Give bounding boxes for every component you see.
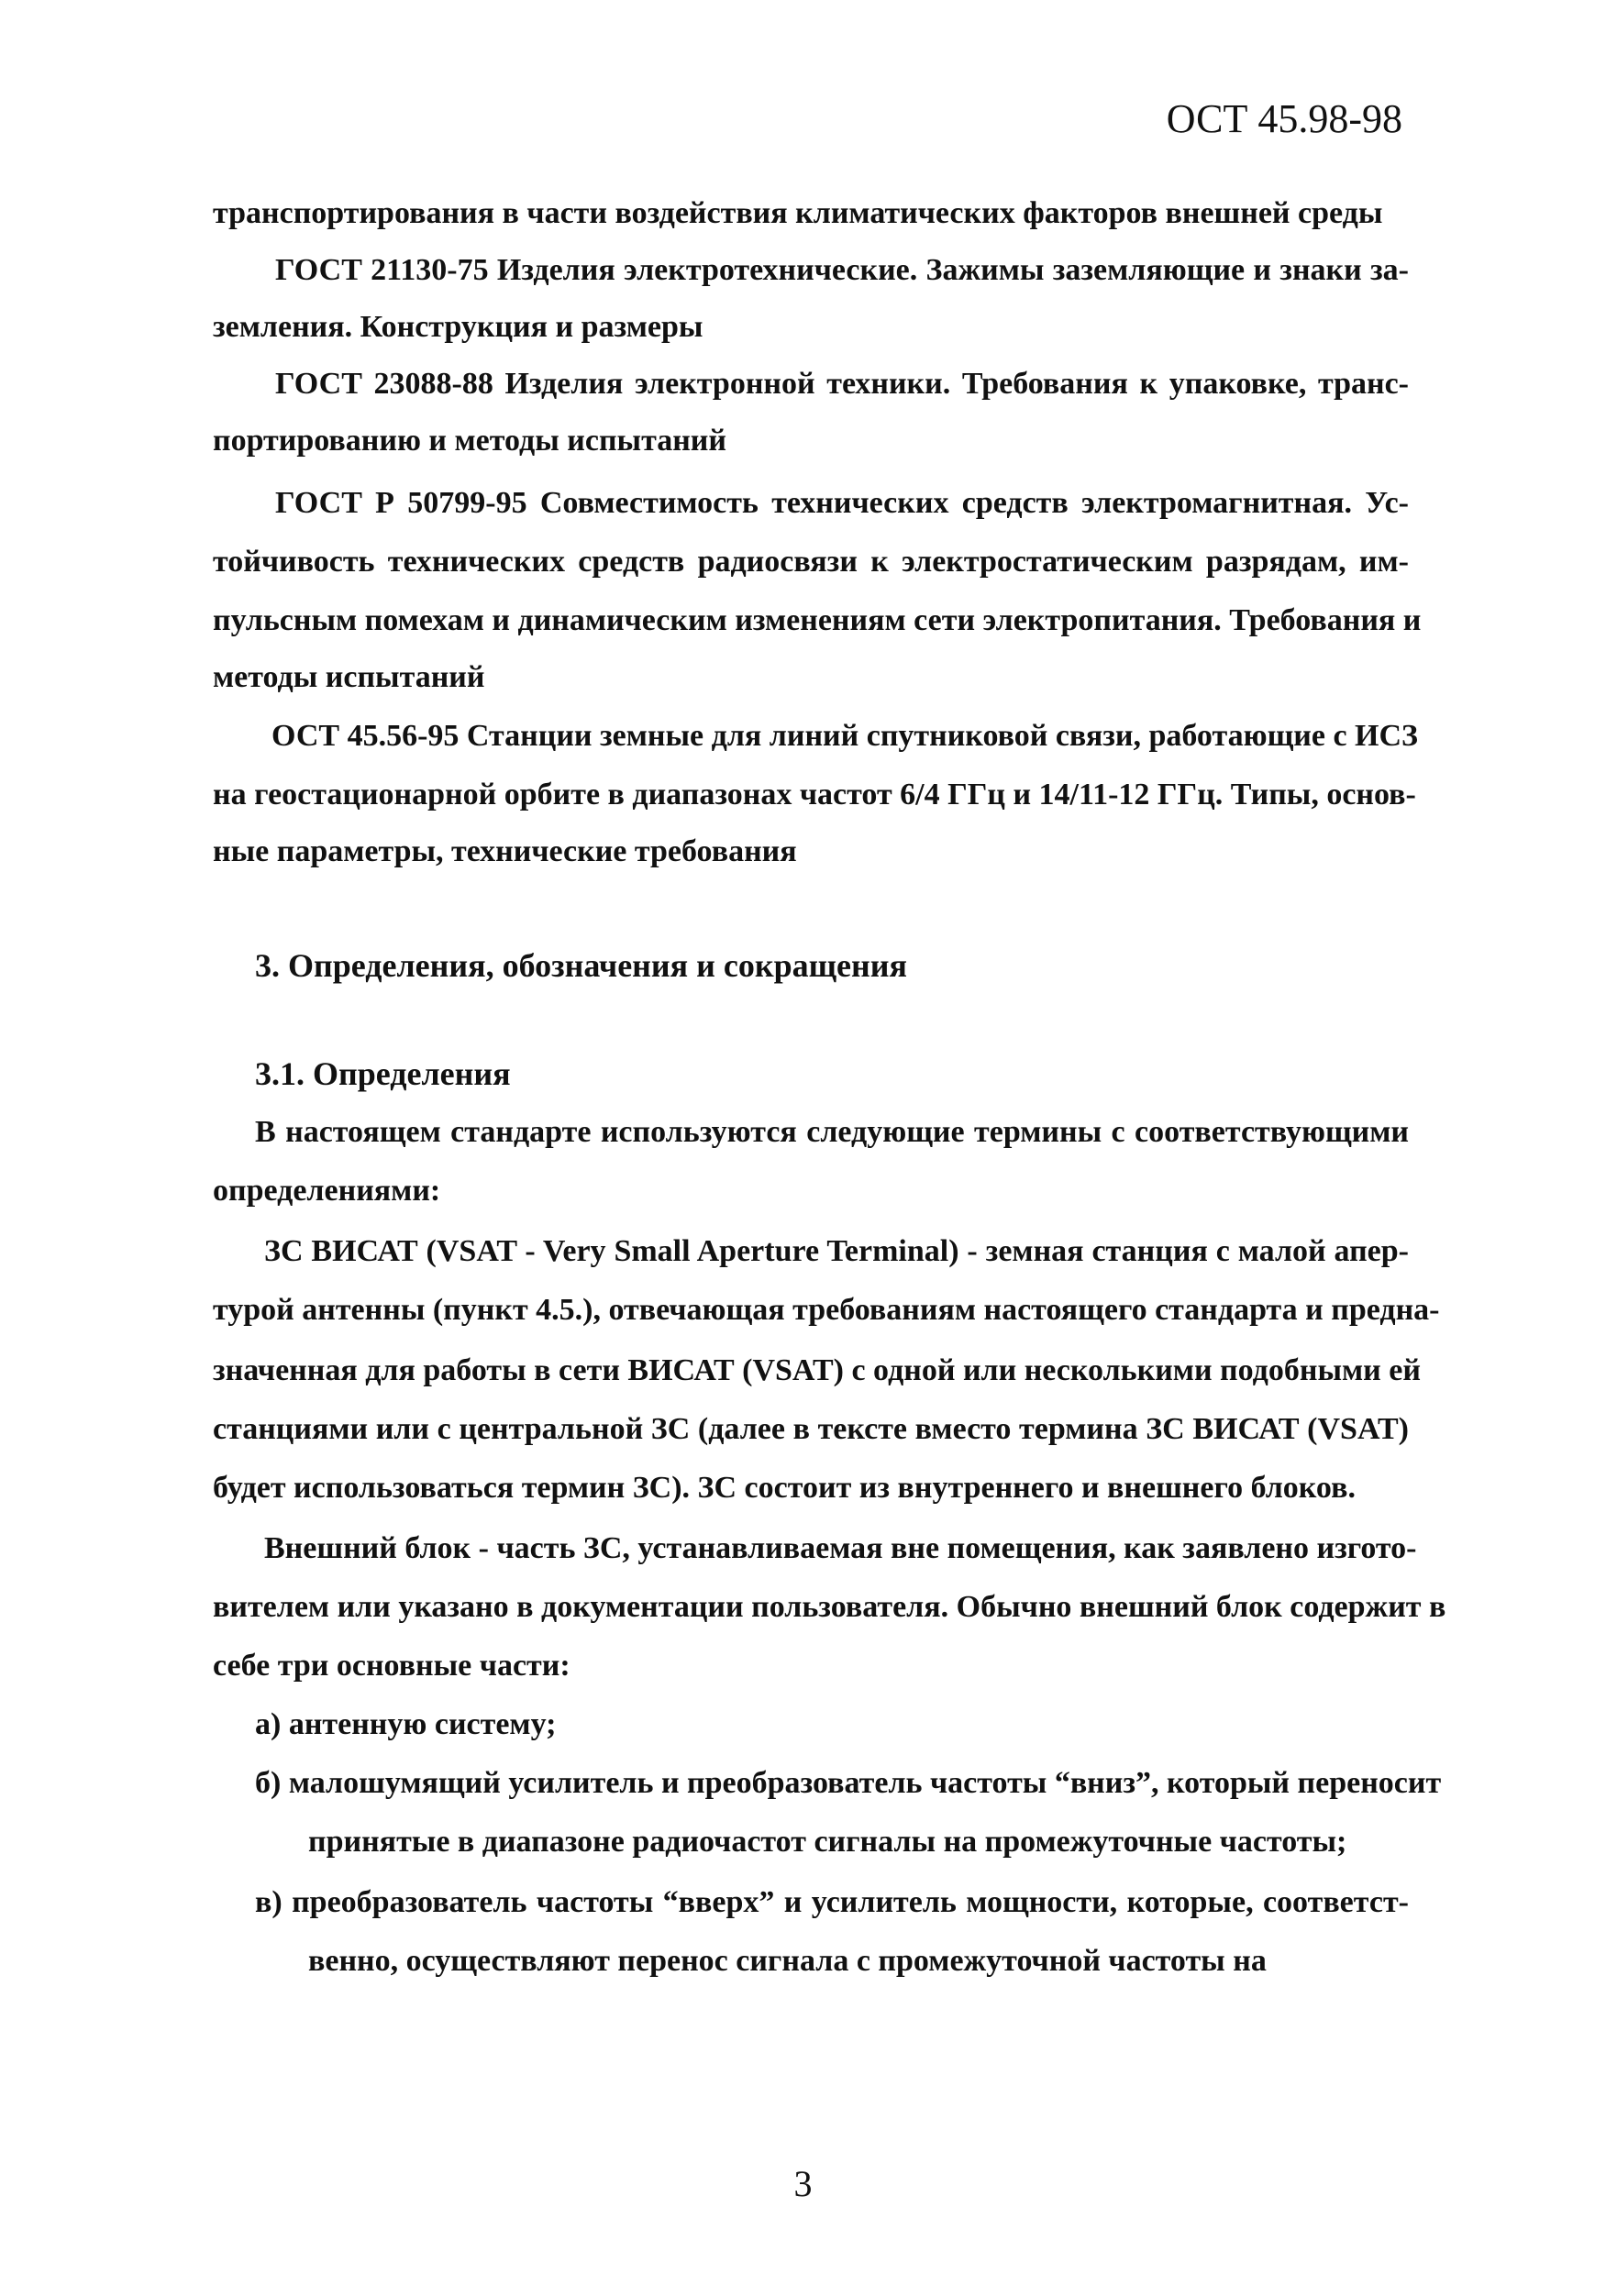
- ref-gost-50799-line4: методы испытаний: [213, 660, 485, 694]
- external-block-term: Внешний блок: [264, 1531, 471, 1565]
- ref-ost-45-56-line3: ные параметры, технические требования: [213, 834, 797, 868]
- ref-ost-45-56-line2: на геостационарной орбите в диапазонах частот 6/4 ГГц и 14/11-12 ГГц. Типы, основ-: [213, 778, 1416, 811]
- vsat-definition-text: - земная станция с малой апер-: [958, 1234, 1409, 1268]
- ref-gost-23088-line1: ГОСТ 23088-88 Изделия электронной техники. Требования к упаковке, транс-: [275, 367, 1409, 401]
- list-item-c-line1: в) преобразователь частоты “вверх” и усилитель мощности, которые, соответст-: [255, 1885, 1409, 1919]
- ref-gost-50799-line3: пульсным помехам и динамическим изменениям сети электропитания. Требования и: [213, 603, 1422, 637]
- ref-line-0: транспортирования в части воздействия климатических факторов внешней среды: [213, 196, 1383, 230]
- vsat-term: ЗС ВИСАТ (VSAT - Very Small Aperture Terminal): [264, 1234, 959, 1268]
- definitions-intro-line1: В настоящем стандарте используются следующие термины с соответствующими: [255, 1115, 1409, 1149]
- vsat-definition-line4: станциями или с центральной ЗС (далее в тексте вместо термина ЗС ВИСАТ (VSAT): [213, 1412, 1409, 1446]
- vsat-definition-line2: турой антенны (пункт 4.5.), отвечающая требованиям настоящего стандарта и предна-: [213, 1293, 1440, 1327]
- external-block-text: - часть ЗС, устанавливаемая вне помещения, как заявлено изгото-: [471, 1531, 1417, 1565]
- list-item-a: а) антенную систему;: [255, 1707, 557, 1741]
- ref-gost-50799-line1: ГОСТ Р 50799-95 Совместимость технических средств электромагнитная. Ус-: [275, 486, 1409, 520]
- external-block-line1: [264, 1531, 1417, 1566]
- ref-gost-23088-line2: портированию и методы испытаний: [213, 424, 726, 458]
- vsat-definition-line1: [264, 1234, 1409, 1269]
- definitions-intro-line2: определениями:: [213, 1174, 441, 1208]
- ref-ost-45-56-line1: ОСТ 45.56-95 Станции земные для линий спутниковой связи, работающие с ИСЗ: [271, 719, 1418, 753]
- list-item-c-line2: венно, осуществляют перенос сигнала с промежуточной частоты на: [308, 1944, 1267, 1978]
- page-number: 3: [793, 2163, 813, 2204]
- ref-gost-50799-line2: тойчивость технических средств радиосвязи к электростатическим разрядам, им-: [213, 545, 1409, 579]
- document-header-id: ОСТ 45.98-98: [1166, 96, 1402, 141]
- section-3-heading: 3. Определения, обозначения и сокращения: [255, 947, 907, 984]
- section-3-1-heading: 3.1. Определения: [255, 1055, 511, 1092]
- ref-gost-21130-line1: ГОСТ 21130-75 Изделия электротехнические. Зажимы заземляющие и знаки за-: [275, 253, 1409, 287]
- vsat-definition-line3: значенная для работы в сети ВИСАТ (VSAT) с одной или несколькими подобными ей: [213, 1353, 1421, 1387]
- list-item-b-line1: б) малошумящий усилитель и преобразователь частоты “вниз”, который переносит: [255, 1766, 1442, 1800]
- ref-gost-21130-line2: земления. Конструкция и размеры: [213, 310, 703, 344]
- external-block-line2: вителем или указано в документации пользователя. Обычно внешний блок содержит в: [213, 1590, 1446, 1624]
- list-item-b-line2: принятые в диапазоне радиочастот сигналы на промежуточные частоты;: [308, 1825, 1347, 1859]
- external-block-line3: себе три основные части:: [213, 1649, 570, 1683]
- vsat-definition-line5: будет использоваться термин ЗС). ЗС состоит из внутреннего и внешнего блоков.: [213, 1471, 1356, 1505]
